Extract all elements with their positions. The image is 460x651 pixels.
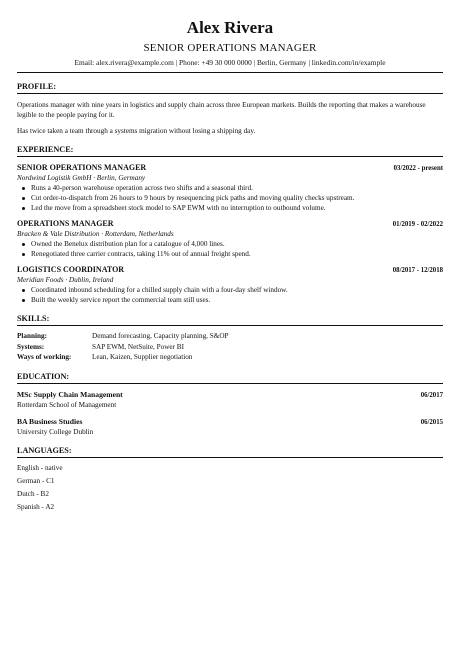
- header-divider: [17, 72, 443, 73]
- skills-table: [17, 331, 229, 363]
- job-entry: [17, 163, 443, 213]
- profile-paragraph: Operations manager with nine years in logistics and supply chain across three European markets. Builds the reporting that makes a warehouse legible to the people paying for it.: [17, 101, 426, 119]
- education-degree: MSc Supply Chain Management: [17, 389, 123, 399]
- candidate-name: Alex Rivera: [186, 18, 274, 37]
- job-bullet: Cut order-to-dispatch from 26 hours to 9 hours by resequencing pick paths and moving quality checks upstream.: [31, 193, 443, 203]
- job-header: [17, 163, 443, 174]
- experience-heading: EXPERIENCE:: [17, 145, 443, 157]
- skill-row: [17, 342, 229, 353]
- education-degree: BA Business Studies: [17, 416, 83, 426]
- skill-value: Lean, Kaizen, Supplier negotiation: [92, 353, 193, 361]
- skill-value: SAP EWM, NetSuite, Power BI: [92, 342, 184, 351]
- languages-list: [17, 463, 443, 513]
- job-title: SENIOR OPERATIONS MANAGER: [17, 163, 147, 172]
- job-organization: Nordwind Logistik GmbH · Berlin, Germany: [17, 174, 146, 182]
- job-dates: 08/2017 - 12/2018: [392, 267, 443, 274]
- job-organization: Meridian Foods · Dublin, Ireland: [17, 276, 114, 284]
- job-bullets: [17, 285, 443, 305]
- candidate-title: SENIOR OPERATIONS MANAGER: [143, 42, 317, 54]
- education-entry: [17, 417, 443, 437]
- job-header: [17, 265, 443, 276]
- language-item: German - C1: [17, 476, 55, 485]
- language-item: English - native: [17, 463, 63, 472]
- education-school: Rotterdam School of Management: [17, 400, 117, 409]
- skill-row: [17, 331, 229, 342]
- education-date: 06/2017: [420, 391, 443, 399]
- skills-heading: SKILLS:: [17, 314, 443, 326]
- language-item: Dutch - B2: [17, 490, 49, 499]
- language-item: Spanish - A2: [17, 503, 55, 512]
- job-bullet: Coordinated inbound scheduling for a chilled supply chain with a four-day shelf window.: [31, 285, 443, 295]
- education-heading: EDUCATION:: [17, 372, 443, 384]
- job-entry: [17, 219, 443, 259]
- education-school: University College Dublin: [17, 427, 94, 436]
- skill-row: [17, 352, 229, 363]
- languages-heading: LANGUAGES:: [17, 446, 443, 458]
- skill-label: Ways of working:: [17, 353, 72, 361]
- education-date: 06/2015: [420, 418, 443, 426]
- contact-line: Email: alex.rivera@example.com | Phone: +49 30 000 0000 | Berlin, Germany | linkedin.com/in/example: [74, 58, 386, 67]
- education-header: [17, 390, 443, 401]
- job-entry: [17, 265, 443, 305]
- job-bullet: Renegotiated three carrier contracts, taking 11% out of annual freight spend.: [31, 249, 443, 259]
- job-dates: 01/2019 - 02/2022: [392, 221, 443, 228]
- skill-label: Systems:: [17, 342, 45, 351]
- profile-heading: PROFILE:: [17, 82, 443, 94]
- job-title: LOGISTICS COORDINATOR: [17, 265, 125, 274]
- education-header: [17, 417, 443, 428]
- job-bullet: Owned the Benelux distribution plan for a catalogue of 4,000 lines.: [31, 239, 443, 249]
- job-header: [17, 219, 443, 230]
- job-organization: Bracken & Vale Distribution · Rotterdam, Netherlands: [17, 230, 174, 238]
- skill-label: Planning:: [17, 332, 47, 340]
- job-title: OPERATIONS MANAGER: [17, 219, 114, 228]
- profile-paragraph: Has twice taken a team through a systems migration without losing a shipping day.: [17, 127, 256, 135]
- job-bullet: Led the move from a spreadsheet stock model to SAP EWM with no interruption to outbound volume.: [31, 203, 443, 213]
- education-entry: [17, 390, 443, 410]
- job-bullet: Built the weekly service report the commercial team still uses.: [31, 295, 443, 305]
- skill-value: Demand forecasting, Capacity planning, S&OP: [92, 332, 229, 340]
- job-bullet: Runs a 40-person warehouse operation across two shifts and a seasonal third.: [31, 183, 443, 193]
- job-bullets: [17, 239, 443, 259]
- job-bullets: [17, 183, 443, 213]
- job-dates: 03/2022 - present: [393, 165, 443, 172]
